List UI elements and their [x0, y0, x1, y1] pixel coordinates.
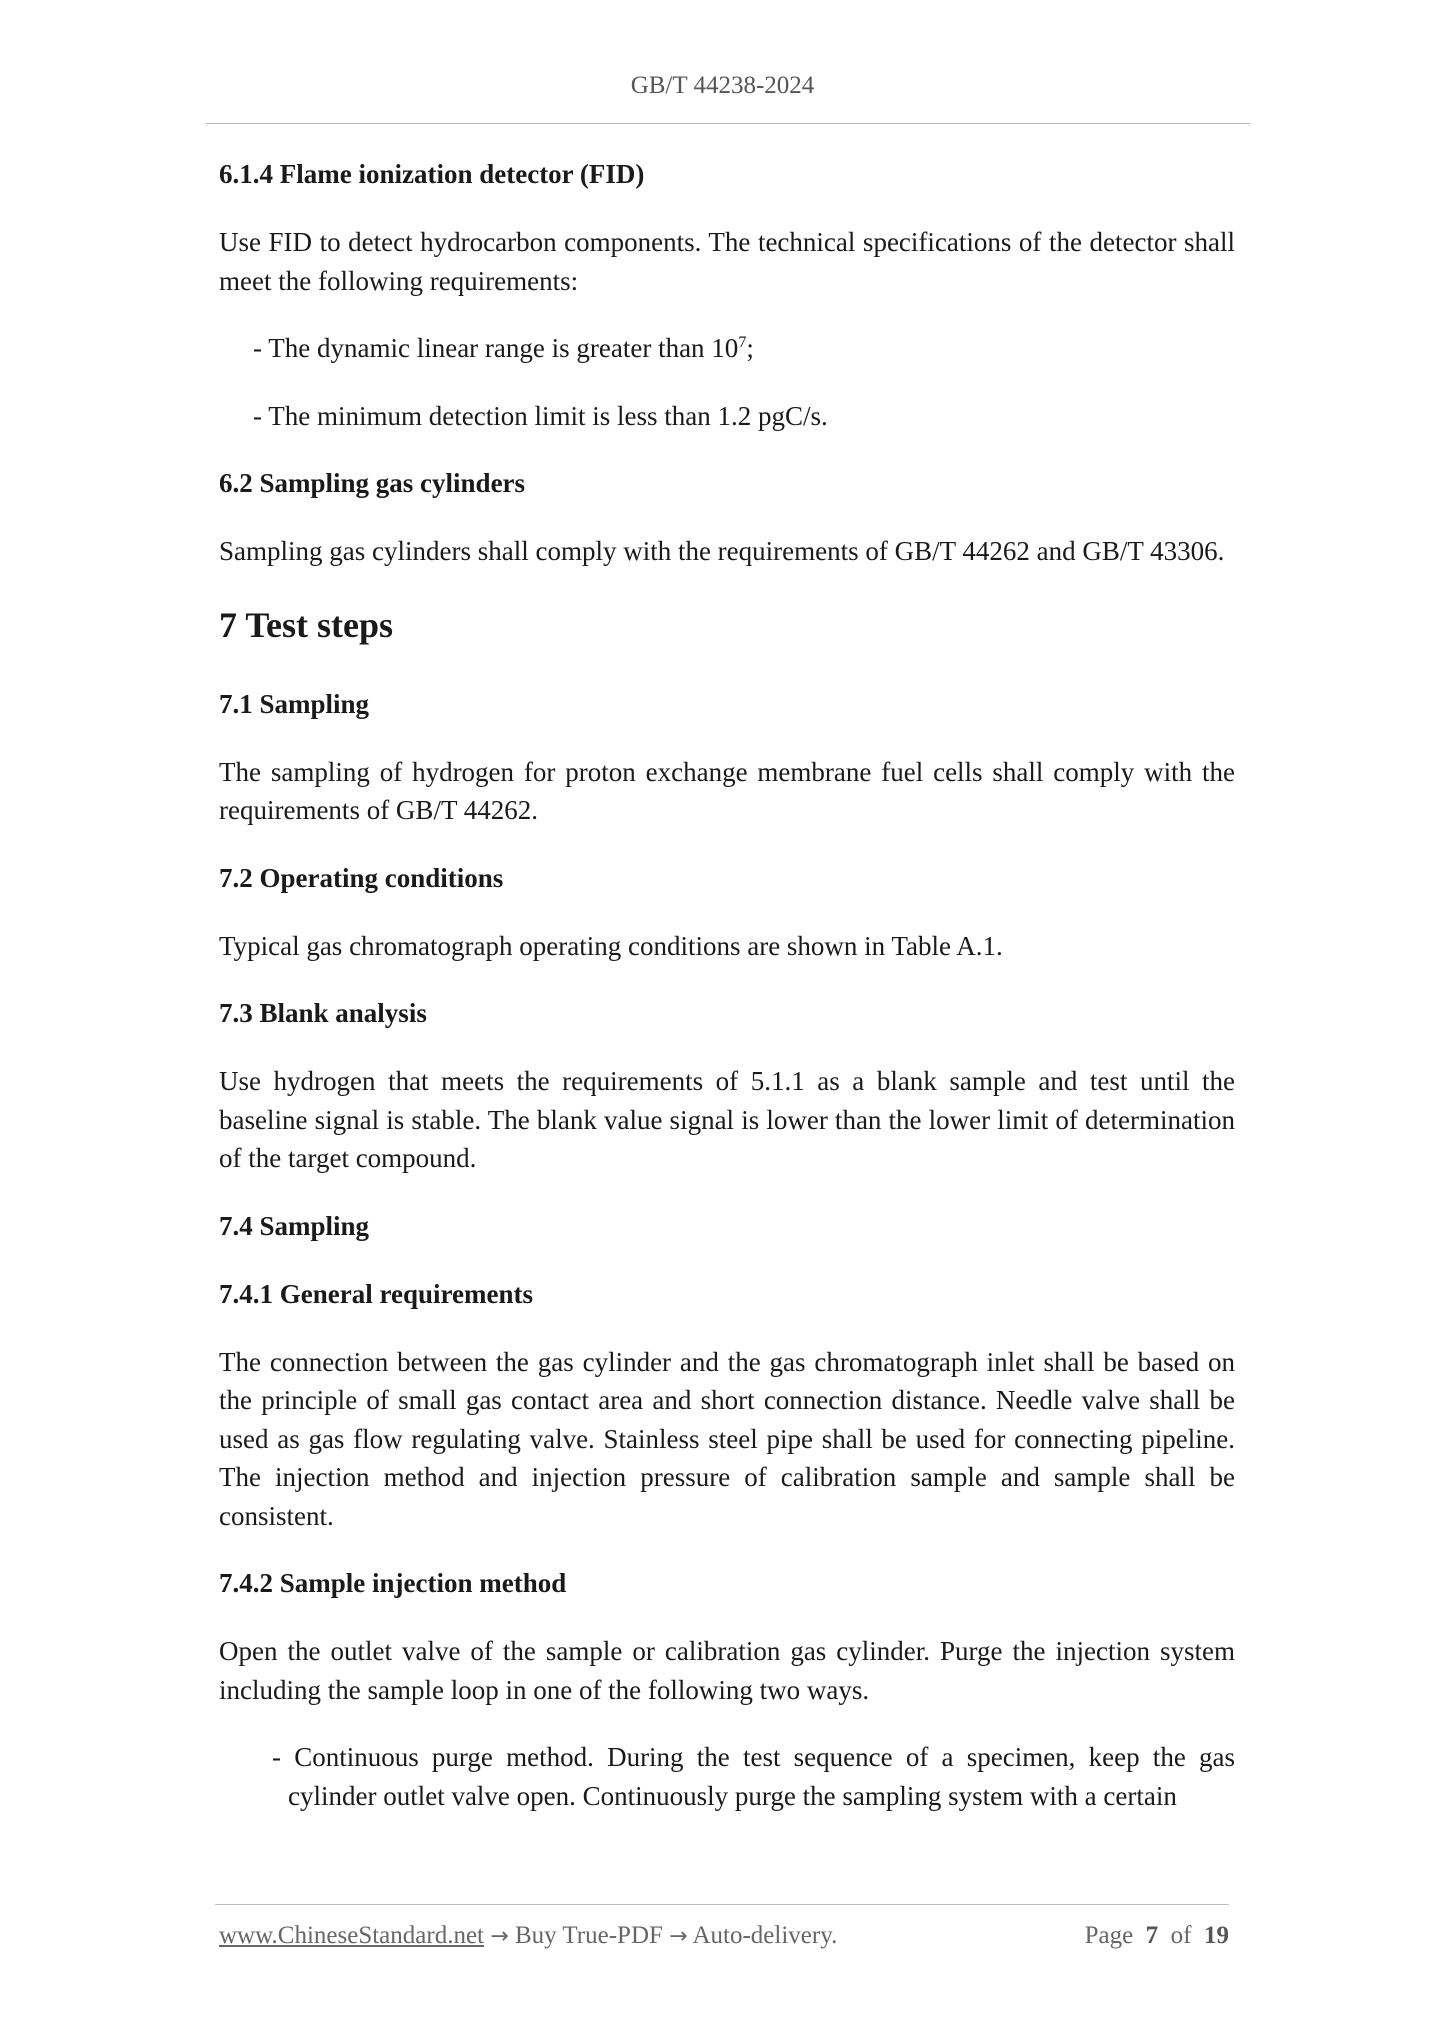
section-7-3-paragraph: Use hydrogen that meets the requirements of 5.1.1 as a blank sample and test until the baseline signal is stable. The blank value signal is lower than the lower limit of determination of the target compound.: [219, 1066, 1235, 1173]
section-7-4-1-paragraph: The connection between the gas cylinder and the gas chromatograph inlet shall be based on the principle of small gas contact area and short connection distance. Needle valve shall be used as gas flow regulating valve. Stainless steel pipe shall be used for connecting pipeline. The injection method and injection pressure of calibration sample and sample shall be consistent.: [219, 1346, 1235, 1531]
document-body: [219, 155, 1235, 1815]
arrow-right-icon: →: [669, 1924, 688, 1949]
list-item: - The minimum detection limit is less than 1.2 pgC/s.: [253, 400, 828, 431]
arrow-right-icon: →: [490, 1924, 509, 1949]
footer-divider: [215, 1904, 1229, 1905]
section-7-4-2-paragraph: Open the outlet valve of the sample or calibration gas cylinder. Purge the injection system including the sample loop in one of the following two ways.: [219, 1636, 1235, 1705]
total-pages: 19: [1204, 1922, 1229, 1949]
delivery-text: Auto-delivery.: [692, 1922, 838, 1949]
buy-text: Buy True-PDF: [514, 1922, 663, 1949]
current-page: 7: [1145, 1922, 1159, 1949]
list-item: [219, 329, 1235, 368]
section-7-2-heading: 7.2 Operating conditions: [219, 862, 504, 893]
section-6-2-paragraph: Sampling gas cylinders shall comply with the requirements of GB/T 44262 and GB/T 43306.: [219, 536, 1225, 566]
list-item-text: - The dynamic linear range is greater than 10: [253, 333, 739, 363]
section-7-4-1-heading: 7.4.1 General requirements: [219, 1278, 533, 1309]
section-6-1-4-paragraph: Use FID to detect hydrocarbon components. The technical specifications of the detector shall meet the following requirements:: [219, 227, 1235, 296]
site-link[interactable]: www.ChineseStandard.net: [219, 1922, 484, 1949]
section-7-2-paragraph: Typical gas chromatograph operating conditions are shown in Table A.1.: [219, 930, 1003, 961]
exponent: 7: [738, 334, 747, 351]
list-item-suffix: ;: [746, 333, 754, 363]
list-item: - Continuous purge method. During the test sequence of a specimen, keep the gas cylinder outlet valve open. Continuously purge the sampling system with a certain: [272, 1742, 1235, 1811]
section-7-1-paragraph: The sampling of hydrogen for proton exchange membrane fuel cells shall comply with the requirements of GB/T 44262.: [219, 756, 1235, 825]
page-number: [1085, 1922, 1229, 1950]
document-id-header: GB/T 44238-2024: [630, 72, 815, 99]
page-label: Page: [1084, 1922, 1134, 1949]
header-divider: [206, 123, 1250, 124]
chapter-7-heading: 7 Test steps: [219, 604, 394, 645]
section-7-3-heading: 7.3 Blank analysis: [219, 998, 427, 1028]
section-7-4-2-heading: 7.4.2 Sample injection method: [219, 1568, 567, 1598]
footer-promo: [219, 1922, 837, 1950]
page-of-label: of: [1170, 1922, 1192, 1949]
section-7-4-heading: 7.4 Sampling: [219, 1210, 370, 1241]
section-6-1-4-heading: 6.1.4 Flame ionization detector (FID): [219, 159, 645, 189]
section-6-2-heading: 6.2 Sampling gas cylinders: [219, 468, 526, 498]
section-7-1-heading: 7.1 Sampling: [219, 688, 370, 719]
